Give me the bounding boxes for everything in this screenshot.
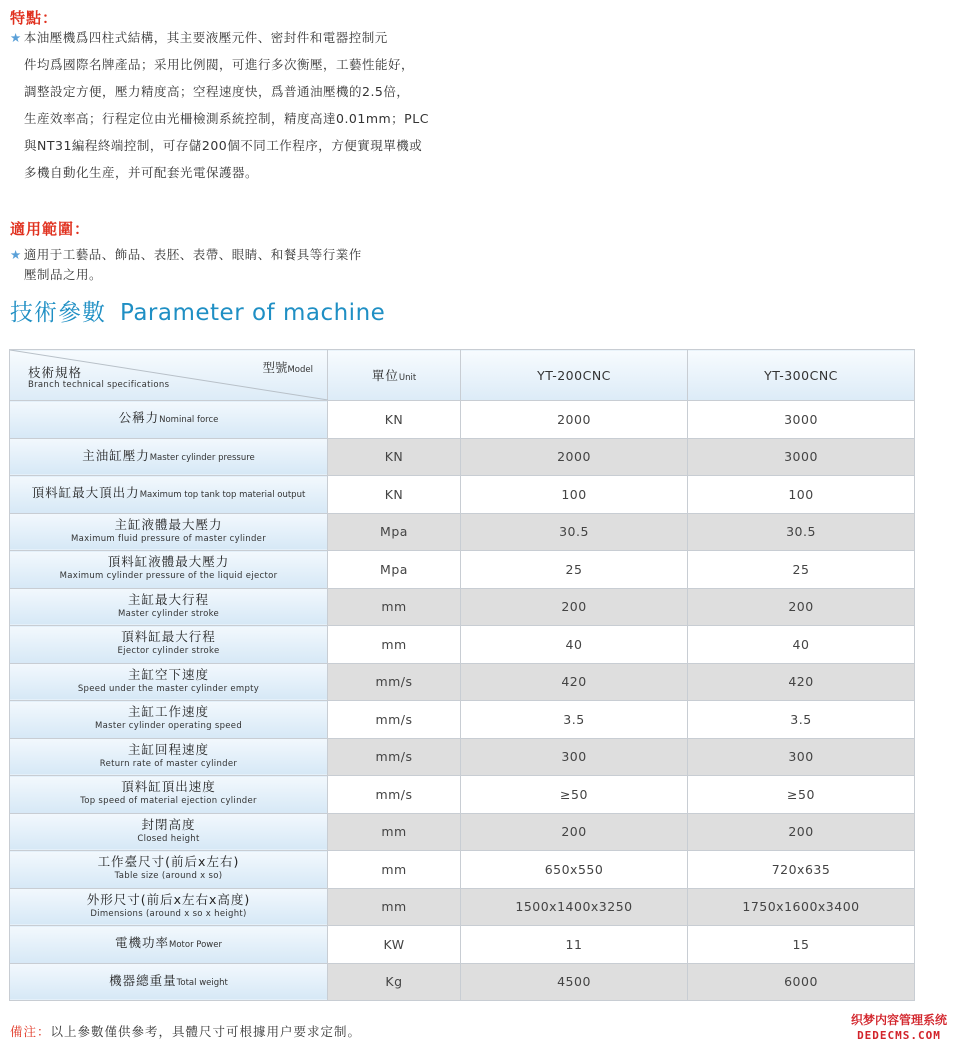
row-label-en: Maximum top tank top material output: [139, 490, 306, 501]
row-label-en: Dimensions (around x so x height): [90, 908, 247, 919]
row-label-cn: 頂料缸最大頂出力: [31, 485, 140, 501]
row-label-cn: 頂料缸頂出速度: [121, 779, 216, 795]
row-label-en: Speed under the master cylinder empty: [77, 683, 260, 694]
value-cell: 100: [461, 476, 688, 514]
features-line: [10, 105, 440, 132]
value-cell: 300: [688, 738, 915, 776]
row-label: [10, 551, 328, 589]
value-cell: 6000: [688, 963, 915, 1001]
value-cell: 300: [461, 738, 688, 776]
table-row: [10, 626, 915, 664]
table-row: [10, 738, 915, 776]
footer-note: 備注：以上參數僅供參考，具體尺寸可根據用户要求定制。: [10, 1024, 362, 1039]
spec-header: 枝術規格 Branch technical specifications: [28, 365, 170, 390]
row-label-en: Table size (around x so): [114, 871, 223, 882]
unit-cell: mm: [328, 813, 461, 851]
row-label: [10, 588, 328, 626]
unit-cell: mm/s: [328, 738, 461, 776]
row-label: [10, 851, 328, 889]
parameters-title-en: Parameter of machine: [120, 300, 386, 326]
features-line: [10, 51, 440, 78]
table-row: [10, 513, 915, 551]
scope-line-text: 適用于工藝品、飾品、表胚、表帶、眼睛、和餐具等行業作: [23, 247, 362, 262]
row-label-en: Total weight: [176, 977, 228, 988]
star-icon: ★: [10, 30, 22, 45]
row-label: [10, 438, 328, 476]
row-label-en: Maximum cylinder pressure of the liquid ejector: [59, 571, 278, 582]
parameter-table: [9, 349, 915, 1001]
row-label-en: Ejector cylinder stroke: [117, 646, 220, 657]
row-label: [10, 776, 328, 814]
unit-cell: KN: [328, 476, 461, 514]
row-label: [10, 401, 328, 439]
value-cell: 11: [461, 926, 688, 964]
table-row: [10, 813, 915, 851]
row-label-cn: 主缸回程速度: [127, 741, 209, 757]
unit-cell: KW: [328, 926, 461, 964]
features-line: [10, 132, 440, 159]
value-cell: 720x635: [688, 851, 915, 889]
value-cell: ≥50: [461, 776, 688, 814]
table-row: [10, 701, 915, 739]
row-label-cn: 頂料缸液體最大壓力: [107, 554, 230, 570]
value-cell: 200: [461, 813, 688, 851]
features-line-text: 件均爲國際名牌產品；采用比例閥，可進行多次衡壓，工藝性能好，: [24, 57, 415, 72]
row-label-en: Top speed of material ejection cylinder: [80, 796, 257, 807]
row-label-cn: 外形尺寸(前后x左右x高度): [86, 891, 251, 907]
table-row: [10, 551, 915, 589]
unit-cell: mm/s: [328, 776, 461, 814]
features-line-text: 與NT31編程終端控制，可存儲200個不同工作程序，方便實現單機或: [24, 138, 423, 153]
table-row: [10, 776, 915, 814]
value-cell: ≥50: [688, 776, 915, 814]
watermark: 织梦内容管理系统 DEDECMS.COM: [850, 1013, 947, 1042]
unit-cell: mm/s: [328, 701, 461, 739]
value-cell: 2000: [461, 438, 688, 476]
row-label-cn: 主缸空下速度: [127, 666, 209, 682]
row-label: [10, 963, 328, 1001]
row-label-cn: 主缸液體最大壓力: [114, 516, 223, 532]
row-label-en: Return rate of master cylinder: [99, 758, 238, 769]
value-cell: 2000: [461, 401, 688, 439]
table-row: [10, 476, 915, 514]
star-icon: ★: [10, 247, 22, 262]
table-row: [10, 588, 915, 626]
value-cell: 3.5: [688, 701, 915, 739]
unit-cell: Mpa: [328, 513, 461, 551]
features-line: [10, 78, 440, 105]
value-cell: 200: [688, 588, 915, 626]
features-line-text: 本油壓機爲四柱式結構，其主要液壓元件、密封件和電器控制元: [23, 30, 388, 45]
row-label-en: Master cylinder pressure: [149, 452, 255, 463]
table-row: [10, 926, 915, 964]
table-row: [10, 888, 915, 926]
value-cell: 3000: [688, 438, 915, 476]
model-header: 型號Model: [262, 360, 313, 375]
unit-cell: KN: [328, 401, 461, 439]
row-label: [10, 701, 328, 739]
value-cell: 40: [688, 626, 915, 664]
row-label: [10, 888, 328, 926]
row-label-cn: 主油缸壓力: [82, 447, 150, 463]
row-label-cn: 主缸工作速度: [127, 704, 209, 720]
value-cell: 200: [461, 588, 688, 626]
row-label: [10, 513, 328, 551]
value-cell: 420: [461, 663, 688, 701]
unit-cell: mm: [328, 888, 461, 926]
value-cell: 25: [688, 551, 915, 589]
parameters-title-cn: 技術參數: [10, 300, 106, 326]
value-cell: 1750x1600x3400: [688, 888, 915, 926]
value-cell: 25: [461, 551, 688, 589]
row-label-cn: 封閉高度: [141, 816, 196, 832]
row-label-en: Maximum fluid pressure of master cylinder: [70, 533, 266, 544]
value-cell: 100: [688, 476, 915, 514]
value-cell: 200: [688, 813, 915, 851]
features-heading: 特點：: [10, 9, 59, 27]
unit-cell: mm/s: [328, 663, 461, 701]
value-cell: 30.5: [688, 513, 915, 551]
unit-header: 單位Unit: [328, 350, 461, 401]
table-row: [10, 963, 915, 1001]
model-col-header-2: YT-300CNC: [688, 350, 915, 401]
row-label: [10, 626, 328, 664]
spec-model-header: [10, 350, 328, 401]
features-line-text: 多機自動化生産，并可配套光電保護器。: [24, 165, 259, 180]
row-label: [10, 926, 328, 964]
row-label-en: Master cylinder operating speed: [94, 721, 243, 732]
unit-cell: KN: [328, 438, 461, 476]
value-cell: 1500x1400x3250: [461, 888, 688, 926]
row-label-cn: 機器總重量: [109, 972, 177, 988]
table-row: [10, 663, 915, 701]
features-paragraph: [10, 24, 440, 186]
row-label-en: Motor Power: [169, 940, 222, 951]
row-label-en: Closed height: [137, 833, 200, 844]
model-col-header-1: YT-200CNC: [461, 350, 688, 401]
table-row: [10, 438, 915, 476]
row-label: [10, 476, 328, 514]
table-row: [10, 851, 915, 889]
unit-cell: Kg: [328, 963, 461, 1001]
row-label-en: Nominal force: [159, 415, 219, 426]
value-cell: 650x550: [461, 851, 688, 889]
unit-cell: Mpa: [328, 551, 461, 589]
row-label-cn: 公稱力: [118, 410, 160, 426]
row-label-cn: 工作臺尺寸(前后x左右): [97, 854, 240, 870]
row-label: [10, 813, 328, 851]
features-line: [10, 24, 440, 51]
value-cell: 30.5: [461, 513, 688, 551]
scope-heading: 適用範圍：: [10, 220, 91, 238]
table-row: [10, 401, 915, 439]
table-header-row: [10, 350, 915, 401]
value-cell: 15: [688, 926, 915, 964]
features-line-text: 調整設定方便，壓力精度高；空程速度快，爲普通油壓機的2.5倍，: [24, 84, 410, 99]
value-cell: 40: [461, 626, 688, 664]
unit-cell: mm: [328, 626, 461, 664]
scope-line-text: 壓制品之用。: [24, 267, 103, 282]
parameters-title: [10, 294, 385, 327]
value-cell: 4500: [461, 963, 688, 1001]
unit-cell: mm: [328, 588, 461, 626]
value-cell: 3000: [688, 401, 915, 439]
row-label-cn: 電機功率: [115, 935, 170, 951]
scope-paragraph: [10, 245, 440, 285]
features-line-text: 生産效率高；行程定位由光柵檢測系統控制，精度高達0.01mm；PLC: [24, 111, 429, 126]
value-cell: 420: [688, 663, 915, 701]
value-cell: 3.5: [461, 701, 688, 739]
row-label: [10, 738, 328, 776]
scope-line: [10, 245, 440, 265]
row-label-cn: 頂料缸最大行程: [121, 629, 216, 645]
scope-line: [10, 265, 440, 285]
row-label-cn: 主缸最大行程: [127, 591, 209, 607]
features-line: [10, 159, 440, 186]
unit-cell: mm: [328, 851, 461, 889]
row-label: [10, 663, 328, 701]
row-label-en: Master cylinder stroke: [117, 608, 220, 619]
